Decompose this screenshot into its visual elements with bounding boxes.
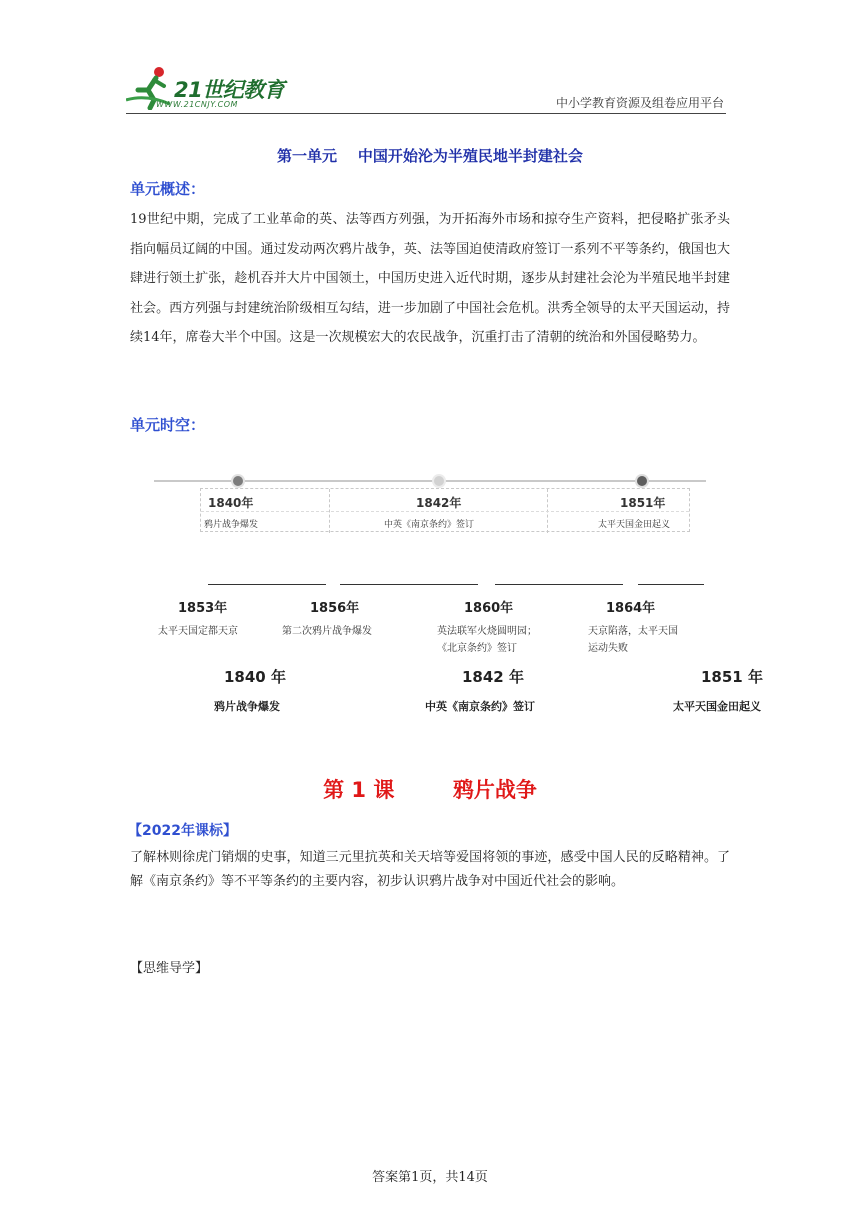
logo-url: WWW.21CNJY.COM: [156, 100, 238, 109]
timeline-year: 1864年: [606, 601, 656, 616]
lesson-title: 第 1 课 鸦片战争: [323, 778, 537, 802]
header-divider: [126, 113, 726, 114]
timeline-event: 第二次鸦片战争爆发: [282, 626, 372, 637]
timeline-segment: [495, 584, 623, 585]
standard-heading: 【2022年课标】: [128, 823, 237, 839]
timeline-event: 鸦片战争爆发: [214, 700, 280, 713]
timeline-event: 太平天国金田起义: [598, 520, 671, 530]
timeline-segment: [340, 584, 478, 585]
timeline-year: 1856年: [310, 601, 360, 616]
timeline-year: 1842 年: [462, 668, 524, 686]
timeline-event: 太平天国金田起义: [673, 700, 761, 713]
timeline-event: 中英《南京条约》签订: [425, 700, 535, 713]
timespace-heading: 单元时空：: [130, 416, 206, 434]
overview-text: 19世纪中期，完成了工业革命的英、法等西方列强，为开拓海外市场和掠夺生产资料，把侵略扩张矛头指向幅员辽阔的中国。通过发动两次鸦片战争，英、法等国迫使清政府签订一系列不平等条约，俄国也大肆进行领土扩张，趁机吞并大片中国领土，中国历史进入近代时期，逐步从封建社会沦为半殖民地半封建社会。西方列强与封建统治阶级相互勾结，进一步加剧了中国社会危机。洪秀全领导的太平天国运动，持续14年，席卷大半个中国。这是一次规模宏大的农民战争，沉重打击了清朝的统治和外国侵略势力。: [130, 212, 730, 346]
mind-map-heading: 【思维导学】: [130, 961, 209, 976]
timeline-event: 天京陷落，太平天国 运动失败: [588, 626, 678, 654]
timeline-segment: [638, 584, 704, 585]
timeline-upper: [150, 470, 710, 540]
overview-heading: 单元概述：: [130, 180, 206, 198]
timeline-year: 1860年: [464, 601, 514, 616]
timeline-event: 鸦片战争爆发: [204, 520, 259, 530]
timeline-year: 1840年: [208, 496, 254, 510]
unit-title: 第一单元 中国开始沦为半殖民地半封建社会: [277, 147, 583, 165]
logo-brand: 21世纪教育: [174, 78, 285, 102]
timeline-dot: [432, 474, 446, 488]
timeline-event: 中英《南京条约》签订: [384, 520, 475, 530]
timeline-dot: [231, 474, 245, 488]
timeline-year: 1842年: [416, 496, 462, 510]
timeline-segment: [208, 584, 326, 585]
standard-text: 了解林则徐虎门销烟的史事，知道三元里抗英和关天培等爱国将领的事迹，感受中国人民的反略精神。了解《南京条约》等不平等条约的主要内容，初步认识鸦片战争对中国近代社会的影响。: [130, 850, 730, 889]
timeline-year: 1840 年: [224, 668, 286, 686]
timeline-dot: [635, 474, 649, 488]
platform-name: 中小学教育资源及组卷应用平台: [555, 96, 724, 110]
timeline-event: 太平天国定都天京: [158, 626, 238, 637]
timeline-year: 1851年: [620, 496, 666, 510]
timeline-year: 1853年: [178, 601, 228, 616]
logo: [126, 66, 296, 112]
page-footer: 答案第1页，共14页: [372, 1170, 488, 1185]
timeline-year: 1851 年: [701, 668, 763, 686]
timeline-event: 英法联军火烧圆明园； 《北京条约》签订: [437, 626, 537, 654]
